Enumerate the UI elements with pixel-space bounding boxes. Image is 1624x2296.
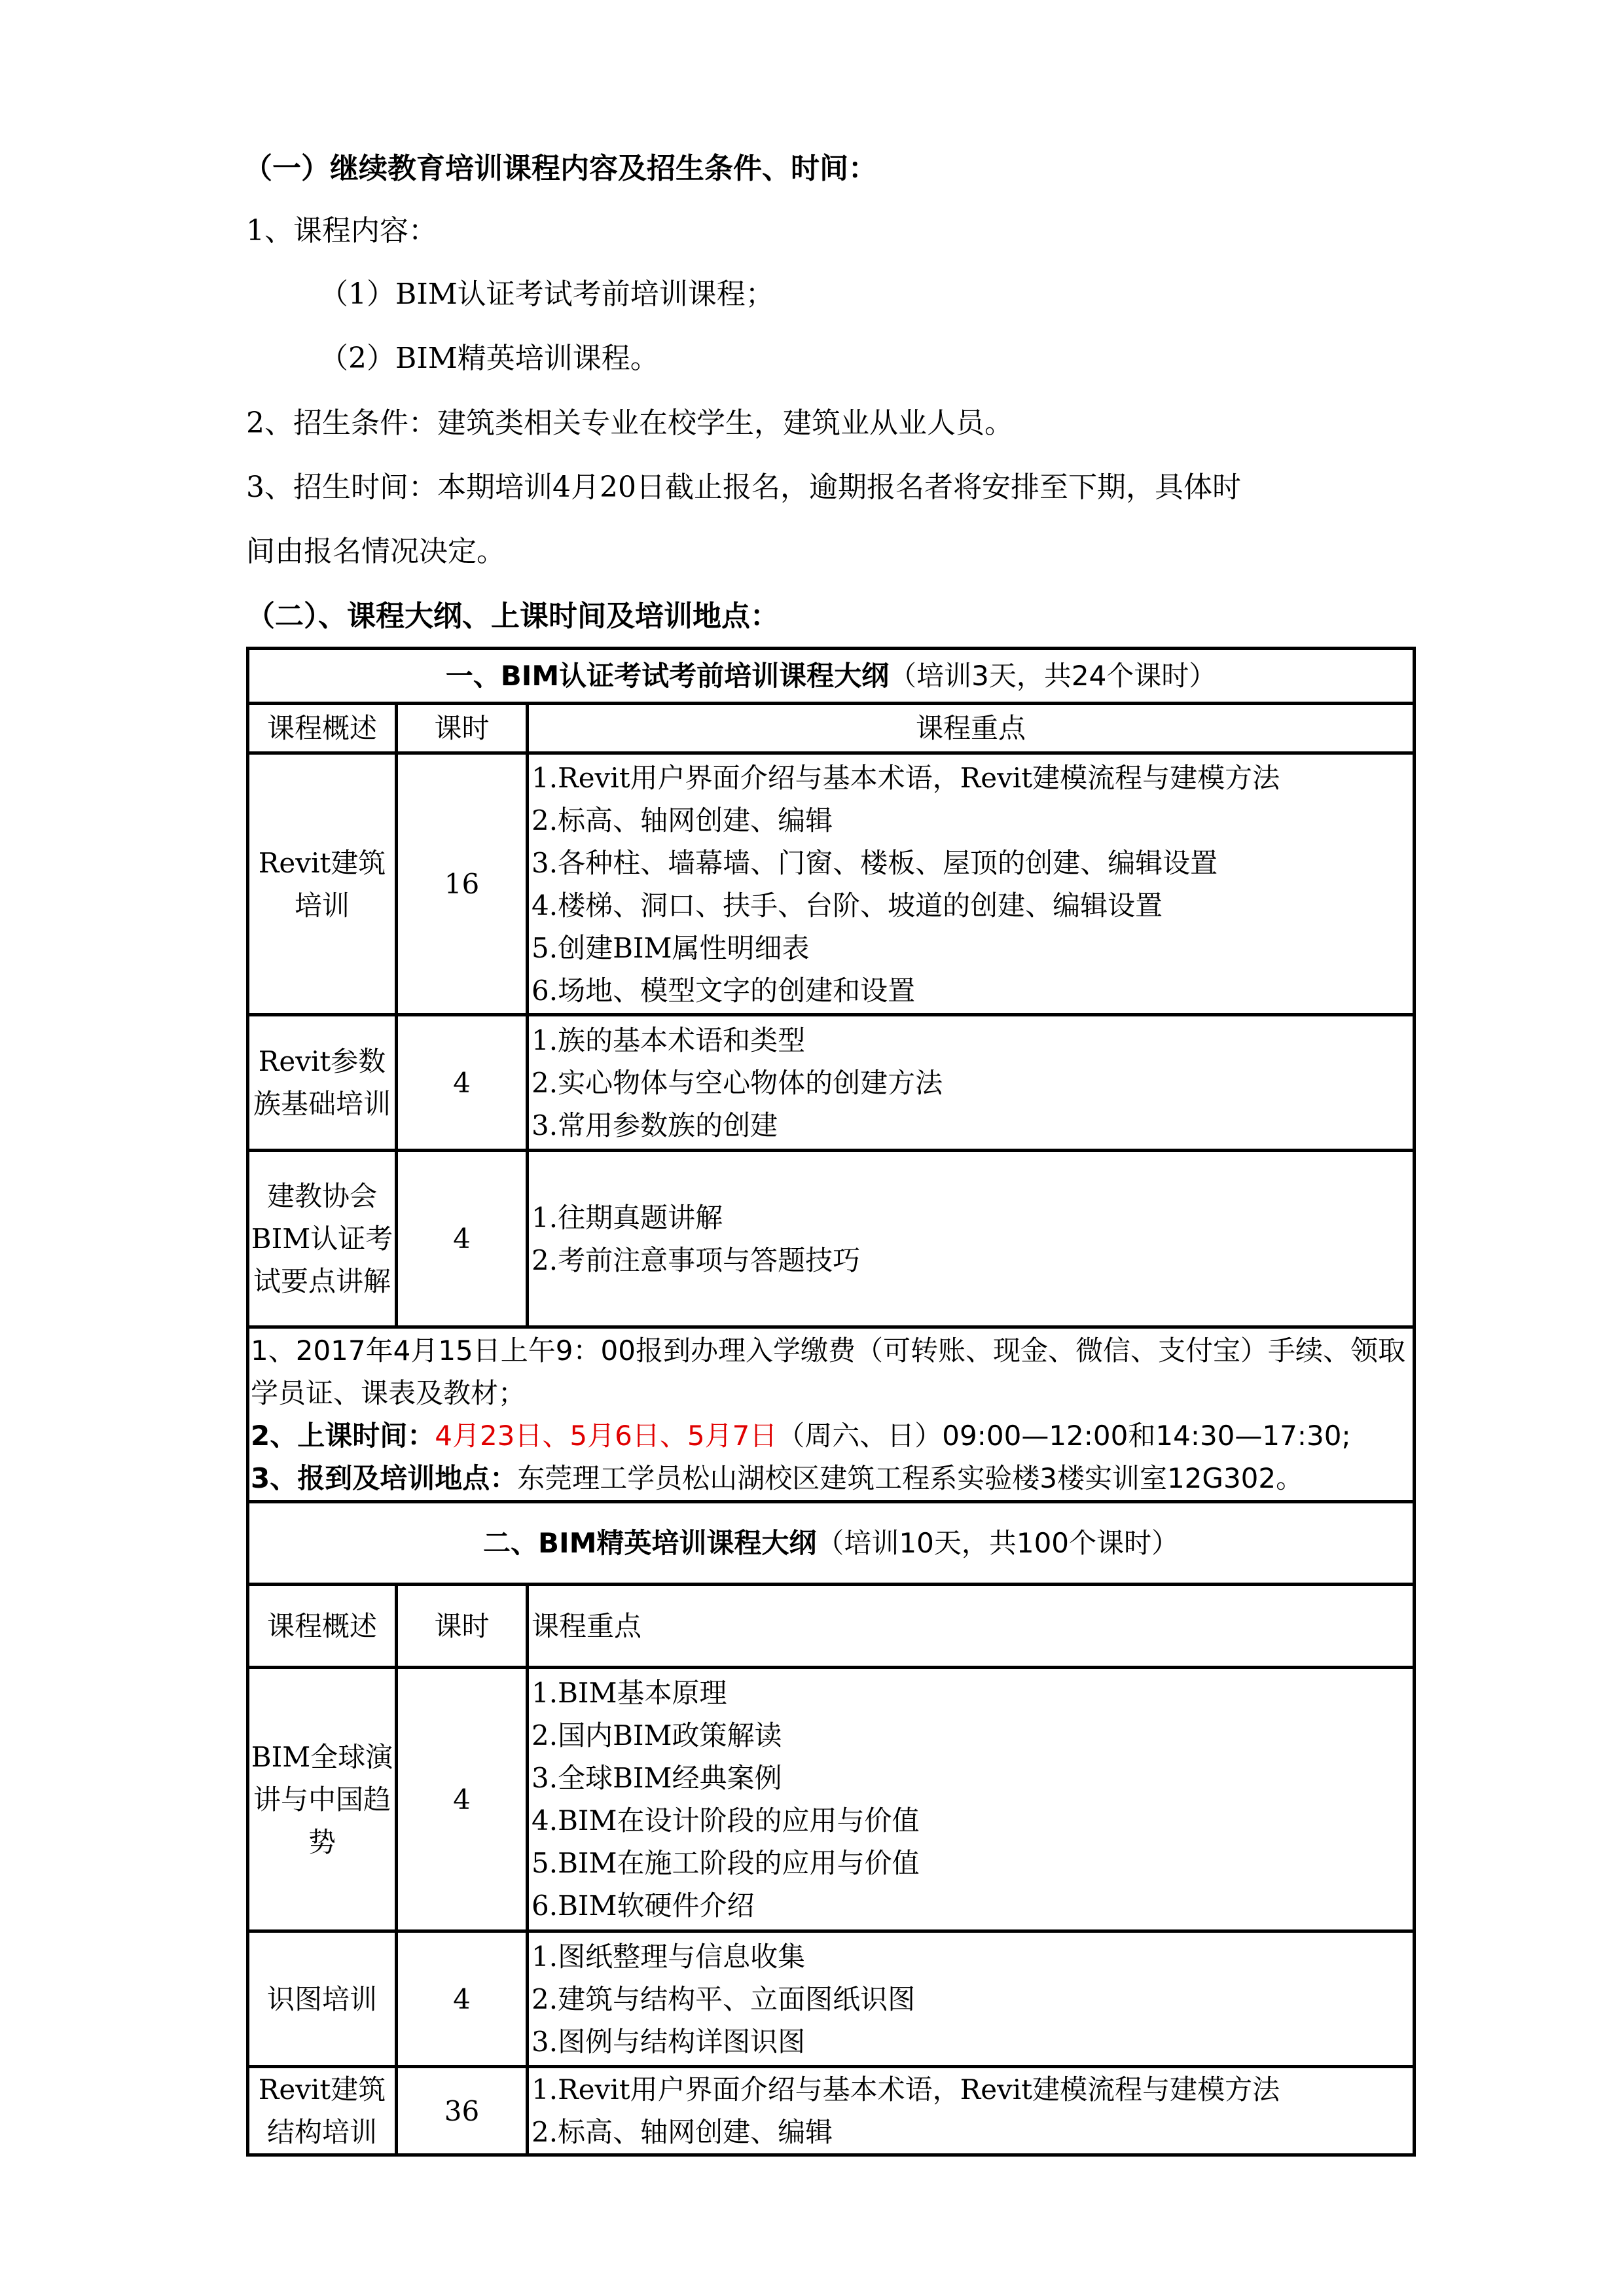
table-row [248, 2067, 1415, 2155]
course-content-label: 1、课程内容： [246, 214, 437, 247]
section1-heading: （一）继续教育培训课程内容及招生条件、时间： [244, 152, 877, 185]
header-key-points: 课程重点 [528, 704, 1415, 753]
point: 1.图纸整理与信息收集 [532, 1940, 806, 1973]
header-overview: 课程概述 [248, 704, 397, 753]
course-points [528, 2067, 1415, 2155]
table1-title-bold: 一、BIM认证考试考前培训课程大纲 [445, 660, 890, 692]
section2-heading: （二）、课程大纲、上课时间及培训地点： [246, 600, 779, 633]
course-name: Revit建筑培训 [248, 753, 397, 1015]
table1-title-row [248, 649, 1415, 704]
header-key-points: 课程重点 [528, 1585, 1415, 1668]
schedule-notes-row [248, 1327, 1415, 1502]
header-overview: 课程概述 [248, 1585, 397, 1668]
point: 3.图例与结构详图识图 [532, 2025, 806, 2058]
table2-title-note: （培训10天，共100个课时） [816, 1527, 1180, 1559]
course-hours: 4 [397, 1931, 528, 2067]
point: 4.楼梯、洞口、扶手、台阶、坡道的创建、编辑设置 [532, 889, 1163, 922]
course-hours: 36 [397, 2067, 528, 2155]
table-row [248, 1015, 1415, 1151]
enrollment-time-line2: 间由报名情况决定。 [246, 535, 505, 568]
point: 2.建筑与结构平、立面图纸识图 [532, 1982, 916, 2015]
point: 3.全球BIM经典案例 [532, 1762, 782, 1794]
course-name: 识图培训 [248, 1931, 397, 2067]
course-points [528, 1151, 1415, 1327]
point: 3.各种柱、墙幕墙、门窗、楼板、屋顶的创建、编辑设置 [532, 846, 1218, 879]
table-row [248, 1668, 1415, 1931]
table1-header-row [248, 704, 1415, 753]
table2-title [248, 1502, 1415, 1585]
point: 3.常用参数族的创建 [532, 1109, 778, 1141]
point: 1.Revit用户界面介绍与基本术语，Revit建模流程与建模方法 [532, 2073, 1280, 2106]
registration-note: 1、2017年4月15日上午9：00报到办理入学缴费（可转账、现金、微信、支付宝）手续、领取学员证、课表及教材； [251, 1335, 1405, 1409]
course-hours: 4 [397, 1668, 528, 1931]
table1-title [248, 649, 1415, 704]
point: 2.实心物体与空心物体的创建方法 [532, 1066, 943, 1099]
course-points [528, 1015, 1415, 1151]
class-time-label: 2、上课时间： [251, 1420, 435, 1452]
location-label: 3、报到及培训地点： [251, 1462, 518, 1494]
point: 4.BIM在设计阶段的应用与价值 [532, 1804, 920, 1837]
point: 5.BIM在施工阶段的应用与价值 [532, 1847, 920, 1879]
table2-header-row [248, 1585, 1415, 1668]
table-row [248, 753, 1415, 1015]
class-time-note [251, 1414, 1413, 1457]
point: 2.标高、轴网创建、编辑 [532, 2116, 833, 2148]
point: 1.Revit用户界面介绍与基本术语，Revit建模流程与建模方法 [532, 761, 1280, 794]
enrollment-time-line1: 3、招生时间：本期培训4月20日截止报名，逾期报名者将安排至下期，具体时 [246, 471, 1241, 504]
point: 5.创建BIM属性明细表 [532, 931, 810, 964]
course-item-1: （1）BIM认证考试考前培训课程； [319, 278, 774, 311]
table-row [248, 1931, 1415, 2067]
header-hours: 课时 [397, 704, 528, 753]
class-hours-text: （周六、日）09:00—12:00和14:30—17:30; [777, 1420, 1351, 1452]
point: 1.族的基本术语和类型 [532, 1024, 806, 1056]
point: 1.往期真题讲解 [532, 1201, 723, 1234]
table2-title-row [248, 1502, 1415, 1585]
class-dates: 4月23日、5月6日、5月7日 [435, 1420, 778, 1452]
course-hours: 4 [397, 1015, 528, 1151]
course-points [528, 753, 1415, 1015]
course-hours: 4 [397, 1151, 528, 1327]
course-points [528, 1668, 1415, 1931]
point: 2.国内BIM政策解读 [532, 1719, 782, 1751]
course-name: Revit建筑结构培训 [248, 2067, 397, 2155]
course-name: Revit参数族基础培训 [248, 1015, 397, 1151]
course-item-2: （2）BIM精英培训课程。 [319, 342, 659, 375]
point: 6.场地、模型文字的创建和设置 [532, 974, 916, 1007]
enrollment-conditions: 2、招生条件：建筑类相关专业在校学生，建筑业从业人员。 [246, 406, 1013, 440]
course-hours: 16 [397, 753, 528, 1015]
table2-title-bold: 二、BIM精英培训课程大纲 [482, 1527, 817, 1559]
course-name: BIM全球演讲与中国趋势 [248, 1668, 397, 1931]
point: 2.考前注意事项与答题技巧 [532, 1244, 861, 1276]
table-row [248, 1151, 1415, 1327]
location-text: 东莞理工学员松山湖校区建筑工程系实验楼3楼实训室12G302。 [517, 1462, 1304, 1494]
point: 1.BIM基本原理 [532, 1677, 727, 1709]
course-name: 建教协会BIM认证考试要点讲解 [248, 1151, 397, 1327]
schedule-notes [248, 1327, 1415, 1502]
course-outline-table [246, 647, 1416, 2157]
point: 2.标高、轴网创建、编辑 [532, 804, 833, 836]
header-hours: 课时 [397, 1585, 528, 1668]
location-note [251, 1457, 1413, 1499]
table1-title-note: （培训3天，共24个课时） [889, 660, 1217, 692]
point: 6.BIM软硬件介绍 [532, 1890, 755, 1922]
course-points [528, 1931, 1415, 2067]
